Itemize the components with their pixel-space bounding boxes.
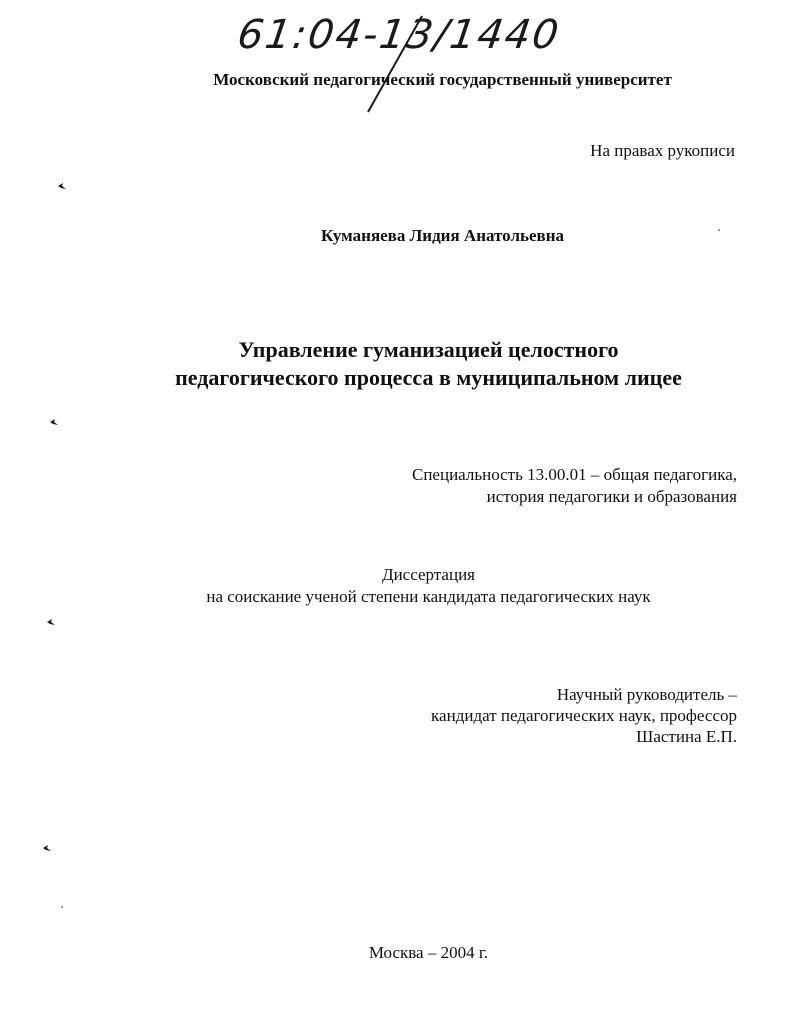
scan-speck: [61, 906, 63, 908]
specialty-block: [412, 464, 737, 508]
specialty-line-2: история педагогики и образования: [486, 487, 737, 506]
scan-speck: [718, 229, 720, 231]
dissertation-line-2: на соискание ученой степени кандидата педагогических наук: [206, 587, 651, 606]
dissertation-degree-block: [0, 564, 799, 608]
title-line-1: Управление гуманизацией целостного: [238, 337, 619, 362]
place-and-date: Москва – 2004 г.: [368, 943, 489, 962]
binding-mark-icon: [49, 417, 59, 427]
manuscript-note: На правах рукописи: [590, 141, 735, 160]
handwritten-slash-stroke: [360, 14, 430, 114]
binding-mark-icon: [46, 617, 56, 627]
supervisor-line-3: Шастина Е.П.: [636, 727, 737, 746]
dissertation-title: [0, 336, 799, 392]
title-line-2: педагогического процесса в муниципальном лицее: [175, 365, 682, 390]
supervisor-block: [431, 684, 737, 747]
supervisor-line-2: кандидат педагогических наук, профессор: [431, 706, 737, 725]
author-name: Куманяева Лидия Анатольевна: [321, 226, 564, 245]
specialty-line-1: Специальность 13.00.01 – общая педагогика,: [412, 465, 737, 484]
binding-mark-icon: [42, 843, 52, 853]
supervisor-line-1: Научный руководитель –: [556, 685, 737, 704]
handwritten-archive-number: 61:04-13/1440: [234, 12, 564, 58]
dissertation-line-1: Диссертация: [381, 565, 475, 584]
binding-mark-icon: [57, 181, 67, 191]
university-name: Московский педагогический государственный университет: [213, 70, 672, 89]
